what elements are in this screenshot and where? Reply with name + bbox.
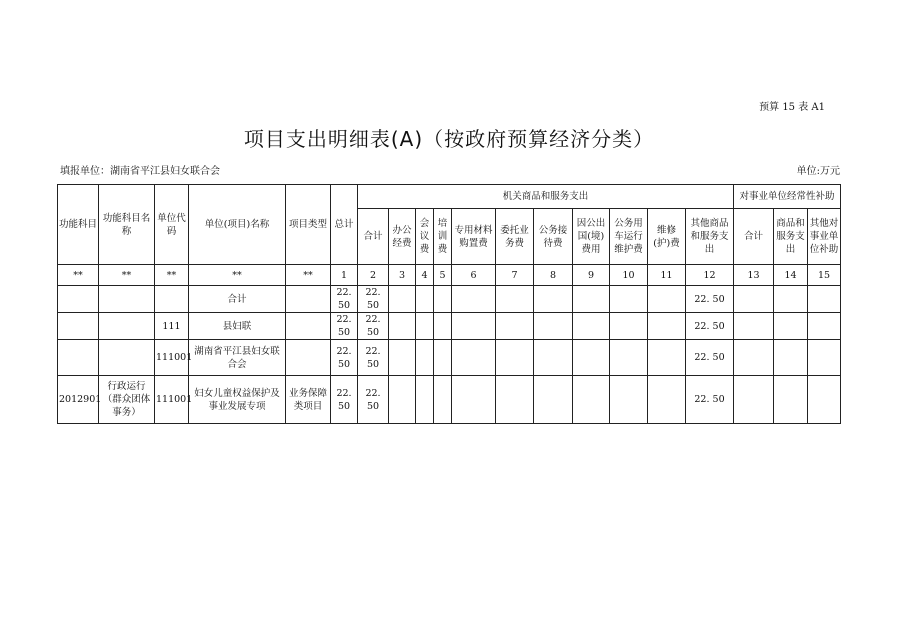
index-cell: 11 [648, 265, 686, 286]
header-total: 总计 [331, 185, 358, 265]
unit-name-cell: 合计 [189, 286, 286, 313]
index-cell: 10 [610, 265, 648, 286]
expenditure-table [57, 184, 841, 424]
a-other-cell: 22. 50 [686, 286, 734, 313]
header-a-col: 培训费 [434, 209, 452, 265]
header-group-subsidy: 对事业单位经常性补助 [734, 185, 841, 209]
header-a-col: 合计 [358, 209, 389, 265]
header-project-type: 项目类型 [286, 185, 331, 265]
func-code-cell [58, 286, 99, 313]
header-func-code: 功能科目 [58, 185, 99, 265]
header-a-col: 维修(护)费 [648, 209, 686, 265]
a-total-cell: 22. 50 [358, 313, 389, 340]
project-type-cell [286, 340, 331, 376]
index-cell: 6 [452, 265, 496, 286]
index-cell: ** [286, 265, 331, 286]
func-code-cell: 2012901 [58, 376, 99, 424]
func-code-cell [58, 340, 99, 376]
index-cell: 14 [774, 265, 808, 286]
header-a-col: 会议费 [416, 209, 434, 265]
total-cell: 22. 50 [331, 376, 358, 424]
header-group-goods-services: 机关商品和服务支出 [358, 185, 734, 209]
reporting-unit-label: 填报单位：湖南省平江县妇女联合会 [60, 166, 220, 177]
unit-code-cell: 111001 [155, 376, 189, 424]
form-number: 预算 15 表 A1 [759, 102, 825, 113]
index-cell: ** [99, 265, 155, 286]
a-total-cell: 22. 50 [358, 286, 389, 313]
unit-name-cell: 妇女儿童权益保护及事业发展专项 [189, 376, 286, 424]
index-cell: 13 [734, 265, 774, 286]
page-title: 项目支出明细表(A)（按政府预算经济分类） [243, 127, 655, 151]
index-cell: 9 [573, 265, 610, 286]
unit-name-cell: 湖南省平江县妇女联合会 [189, 340, 286, 376]
func-name-cell [99, 340, 155, 376]
unit-code-cell [155, 286, 189, 313]
func-name-cell [99, 286, 155, 313]
index-cell: ** [155, 265, 189, 286]
index-cell: 5 [434, 265, 452, 286]
header-a-col: 专用材料购置费 [452, 209, 496, 265]
total-cell: 22. 50 [331, 286, 358, 313]
index-cell: 1 [331, 265, 358, 286]
currency-unit-label: 单位:万元 [796, 166, 840, 177]
project-type-cell [286, 313, 331, 340]
index-cell: 4 [416, 265, 434, 286]
table-row [58, 340, 841, 376]
column-index-row [58, 265, 841, 286]
table-row [58, 376, 841, 424]
header-a-col: 办公经费 [389, 209, 416, 265]
header-a-col: 公务接待费 [534, 209, 573, 265]
a-other-cell: 22. 50 [686, 340, 734, 376]
header-b-col: 其他对事业单位补助 [808, 209, 841, 265]
header-b-col: 合计 [734, 209, 774, 265]
total-cell: 22. 50 [331, 340, 358, 376]
header-func-name: 功能科目名称 [99, 185, 155, 265]
unit-code-cell: 111 [155, 313, 189, 340]
unit-name-cell: 县妇联 [189, 313, 286, 340]
index-cell: 15 [808, 265, 841, 286]
index-cell: 2 [358, 265, 389, 286]
index-cell: 12 [686, 265, 734, 286]
index-cell: ** [189, 265, 286, 286]
project-type-cell [286, 286, 331, 313]
header-a-col: 公务用车运行维护费 [610, 209, 648, 265]
header-unit-name: 单位(项目)名称 [189, 185, 286, 265]
a-total-cell: 22. 50 [358, 340, 389, 376]
table-row [58, 286, 841, 313]
header-unit-code: 单位代码 [155, 185, 189, 265]
a-other-cell: 22. 50 [686, 313, 734, 340]
project-type-cell: 业务保障类项目 [286, 376, 331, 424]
unit-code-cell: 111001 [155, 340, 189, 376]
header-a-col: 因公出国(境)费用 [573, 209, 610, 265]
index-cell: ** [58, 265, 99, 286]
table-row [58, 313, 841, 340]
func-code-cell [58, 313, 99, 340]
header-a-col: 委托业务费 [496, 209, 534, 265]
header-b-col: 商品和服务支出 [774, 209, 808, 265]
index-cell: 8 [534, 265, 573, 286]
a-total-cell: 22. 50 [358, 376, 389, 424]
func-name-cell: 行政运行（群众团体事务） [99, 376, 155, 424]
index-cell: 3 [389, 265, 416, 286]
index-cell: 7 [496, 265, 534, 286]
header-a-col: 其他商品和服务支出 [686, 209, 734, 265]
func-name-cell [99, 313, 155, 340]
a-other-cell: 22. 50 [686, 376, 734, 424]
total-cell: 22. 50 [331, 313, 358, 340]
